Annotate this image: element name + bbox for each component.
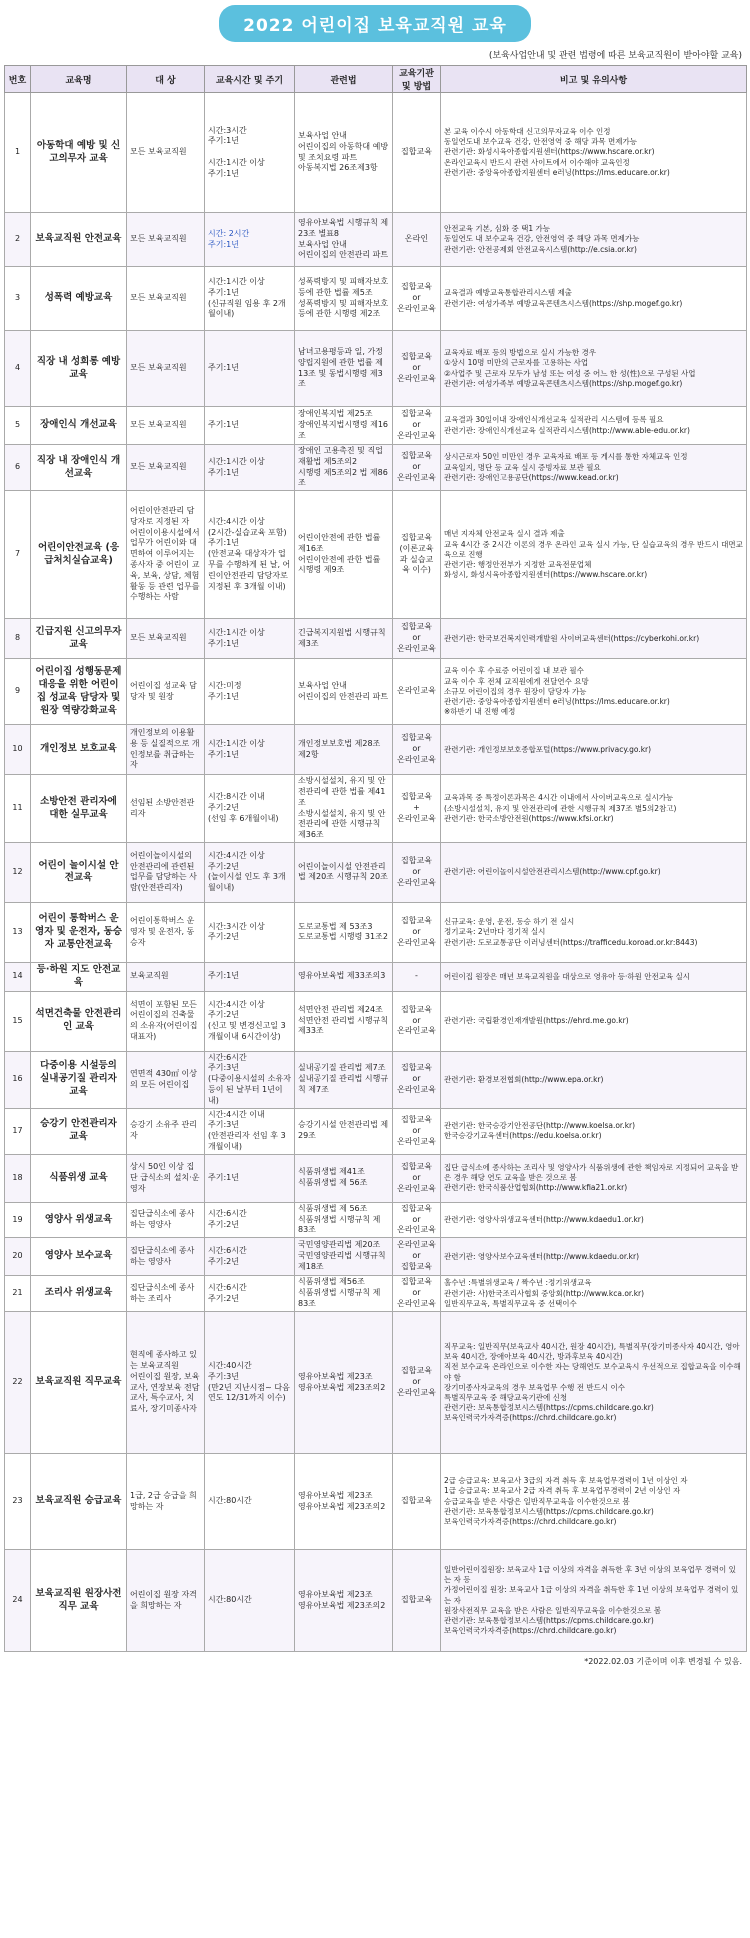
cell-name: 직장 내 성희롱 예방교육 xyxy=(31,331,127,407)
table-row xyxy=(5,1154,747,1202)
column-header: 번호 xyxy=(5,66,31,93)
cell-method: 집합교육 + 온라인교육 xyxy=(393,775,441,843)
cell-law: 석면안전 관리법 제24조 석면안전 관리법 시행규칙 제33조 xyxy=(295,991,393,1051)
cell-time: 시간:6시간 주기:2년 xyxy=(205,1202,295,1237)
cell-time: 주기:1년 xyxy=(205,331,295,407)
cell-num: 10 xyxy=(5,725,31,775)
cell-method: 집합교육 or 온라인교육 xyxy=(393,1108,441,1154)
cell-time: 시간:1시간 이상 주기:1년 xyxy=(205,619,295,659)
cell-time: 시간:3시간 이상 주기:2년 xyxy=(205,902,295,962)
cell-target: 모든 보육교직원 xyxy=(127,213,205,267)
table-row xyxy=(5,619,747,659)
cell-time: 주기:1년 xyxy=(205,1154,295,1202)
cell-num: 11 xyxy=(5,775,31,843)
cell-law: 식품위생법 제56조 식품위생법 시행규칙 제 83조 xyxy=(295,1276,393,1312)
cell-num: 17 xyxy=(5,1108,31,1154)
cell-method: 집합교육 or 온라인교육 xyxy=(393,725,441,775)
cell-target: 어린이놀이시설의 안전관리에 관련된 업무를 담당하는 사람(안전관리자) xyxy=(127,842,205,902)
cell-method: 집합교육 or 온라인교육 xyxy=(393,1312,441,1454)
cell-method: 집합교육 xyxy=(393,1454,441,1550)
cell-law: 남녀고용평등과 일, 가정 양립지원에 관한 법률 제13조 및 동법시행령 제3조 xyxy=(295,331,393,407)
cell-time: 시간:1시간 이상 주기:1년 xyxy=(205,725,295,775)
page-title: 2022 어린이집 보육교직원 교육 xyxy=(219,5,531,42)
cell-law: 도로교통법 제 53조3 도로교통법 시행령 31조2 xyxy=(295,902,393,962)
table-row xyxy=(5,1454,747,1550)
cell-notes: 교육자료 배포 등의 방법으로 실시 가능한 경우 ①상시 10명 미만의 근로자를 고용하는 사업 ②사업주 및 근로자 모두가 남성 또는 여성 중 어느 한 성(性)으로 구성된 사업 관련기관: 여성가족부 예방교육콘텐츠시스템(https://shp.mogef.go.kr) xyxy=(441,331,747,407)
cell-method: 온라인교육 or 집합교육 xyxy=(393,1238,441,1276)
table-row xyxy=(5,213,747,267)
cell-time: 시간:4시간 이상 (2시간-실습교육 포함) 주기:1년 (안전교육 대상자가 업무를 수행하게 된 날, 어린이안전관리 담당자로 지정된 후 3개월 이내) xyxy=(205,491,295,619)
cell-notes: 관련기관: 국립환경인재개발원(https://ehrd.me.go.kr) xyxy=(441,991,747,1051)
cell-name: 어린이 통학버스 운영자 및 운전자, 동승자 교통안전교육 xyxy=(31,902,127,962)
footer-note: *2022.02.03 기준이며 이후 변경될 수 있음. xyxy=(584,1657,742,1667)
table-row xyxy=(5,991,747,1051)
column-header: 관련법 xyxy=(295,66,393,93)
cell-method: 집합교육 or 온라인교육 xyxy=(393,267,441,331)
cell-notes: 상시근로자 50인 미만인 경우 교육자료 배포 등 게시를 통한 자체교육 인정 교육일지, 명단 등 교육 실시 증빙자료 보관 필요 관련기관: 장애인고용공단(https://www.kead.or.kr) xyxy=(441,445,747,491)
cell-target: 현직에 종사하고 있는 보육교직원 어린이집 원장, 보육교사, 연장보육 전담교사, 특수교사, 치료사, 장기미종사자 xyxy=(127,1312,205,1454)
cell-time: 시간:1시간 이상 주기:1년 (신규직원 임용 후 2개월이내) xyxy=(205,267,295,331)
cell-law: 어린이안전에 관한 법률 제16조 어린이안전에 관한 법률 시행령 제9조 xyxy=(295,491,393,619)
cell-method: 집합교육 or 온라인교육 xyxy=(393,619,441,659)
cell-time: 시간:4시간 이상 주기:2년 (놀이시설 인도 후 3개월이내) xyxy=(205,842,295,902)
cell-notes: 교육결과 30일이내 장애인식개선교육 실적관리 시스템에 등록 필요 관련기관: 장애인식개선교육 실적관리시스템(http://www.able-edu.or.kr) xyxy=(441,407,747,445)
cell-name: 어린이 놀이시설 안전교육 xyxy=(31,842,127,902)
table-row xyxy=(5,1202,747,1237)
table-body xyxy=(5,93,747,1652)
cell-num: 6 xyxy=(5,445,31,491)
cell-time: 주기:1년 xyxy=(205,962,295,991)
cell-name: 보육교직원 승급교육 xyxy=(31,1454,127,1550)
cell-name: 어린이집 성행동문제 대응을 위한 어린이집 성교육 담당자 및 원장 역량강화교육 xyxy=(31,659,127,725)
cell-name: 승강기 안전관리자 교육 xyxy=(31,1108,127,1154)
cell-law: 영유아보육법 제23조 영유아보육법 제23조의2 xyxy=(295,1454,393,1550)
column-header: 교육명 xyxy=(31,66,127,93)
table-row xyxy=(5,1238,747,1276)
cell-time: 시간:3시간 주기:1년 시간:1시간 이상 주기:1년 xyxy=(205,93,295,213)
cell-name: 개인정보 보호교육 xyxy=(31,725,127,775)
cell-time: 시간:80시간 xyxy=(205,1454,295,1550)
cell-notes: 어린이집 원장은 매년 보육교직원을 대상으로 영유아 등·하원 안전교육 실시 xyxy=(441,962,747,991)
table-row xyxy=(5,93,747,213)
cell-notes: 홀수년 :특별위생교육 / 짝수년 :정기위생교육 관련기관: 사)한국조리사협회 중앙회(http://www.kca.or.kr) 일반직무교육, 특별직무교육 중 선택이수 xyxy=(441,1276,747,1312)
cell-law: 승강기시설 안전관리법 제29조 xyxy=(295,1108,393,1154)
table-row xyxy=(5,1550,747,1652)
cell-method: 집합교육 or 온라인교육 xyxy=(393,1154,441,1202)
table-row xyxy=(5,491,747,619)
cell-num: 19 xyxy=(5,1202,31,1237)
cell-law: 보육사업 안내 어린이집의 안전관리 파트 xyxy=(295,659,393,725)
cell-name: 식품위생 교육 xyxy=(31,1154,127,1202)
subtitle-note: (보육사업안내 및 관련 법령에 따른 보육교직원이 받아야할 교육) xyxy=(488,51,742,61)
cell-num: 3 xyxy=(5,267,31,331)
cell-name: 조리사 위생교육 xyxy=(31,1276,127,1312)
cell-notes: 집단 급식소에 종사하는 조리사 및 영양사가 식품위생에 관한 책임자로 지정되어 교육을 받은 경우 해당 연도 교육을 받은 것으로 봄 관련기관: 한국식품산업협회(http://www.kfia21.or.kr) xyxy=(441,1154,747,1202)
cell-notes: 관련기관: 개인정보보호종합포털(https://www.privacy.go.kr) xyxy=(441,725,747,775)
cell-law: 영유아보육법 제23조 영유아보육법 제23조의2 xyxy=(295,1550,393,1652)
cell-target: 어린이집 원장 자격을 희망하는 자 xyxy=(127,1550,205,1652)
cell-time: 시간:6시간 주기:2년 xyxy=(205,1276,295,1312)
cell-law: 식품위생법 제41조 식품위생법 제 56조 xyxy=(295,1154,393,1202)
title-area xyxy=(0,0,750,46)
cell-notes: 일반어린이집원장: 보육교사 1급 이상의 자격을 취득한 후 3년 이상의 보육업무 경력이 있는 자 등 가정어린이집 원장: 보육교사 1급 이상의 자격을 취득한 후 1년 이상의 보육업무 경력이 있는 자 원장사전직무 교육을 받은 사람은 일반직무교육을 이수한것으로 봄 관련기관: 보육통합정보시스템(https://cpms.childcare.go.kr) 보육인력국가자격증(https://chrd.childcare.go.kr) xyxy=(441,1550,747,1652)
cell-target: 모든 보육교직원 xyxy=(127,407,205,445)
cell-notes: 신규교육: 운영, 운전, 동승 하기 전 실시 정기교육: 2년마다 정기적 실시 관련기관: 도로교통공단 이러닝센터(https://trafficedu.koroad.or.kr:8443) xyxy=(441,902,747,962)
cell-target: 연면적 430㎡ 이상의 모든 어린이집 xyxy=(127,1051,205,1108)
cell-time: 시간:80시간 xyxy=(205,1550,295,1652)
cell-target: 모든 보육교직원 xyxy=(127,445,205,491)
table-row xyxy=(5,1312,747,1454)
cell-target: 모든 보육교직원 xyxy=(127,331,205,407)
cell-num: 24 xyxy=(5,1550,31,1652)
table-row xyxy=(5,1108,747,1154)
table-row xyxy=(5,902,747,962)
cell-notes: 매년 지자체 안전교육 실시 결과 제출 교육 4시간 중 2시간 이론의 경우 온라인 교육 실시 가능, 단 실습교육의 경우 반드시 대면교육으로 진행 관련기관: 행정안전부가 지정한 교육전문업체 화성시, 화성시육아종합지원센터(https://www.hscare.or.kr) xyxy=(441,491,747,619)
cell-name: 등·하원 지도 안전교육 xyxy=(31,962,127,991)
cell-law: 소방시설설치, 유지 및 안전관리에 관한 법률 제41조 소방시설설치, 유지 및 안전관리에 관한 시행규칙 제36조 xyxy=(295,775,393,843)
cell-target: 모든 보육교직원 xyxy=(127,93,205,213)
cell-target: 집단급식소에 종사하는 영양사 xyxy=(127,1202,205,1237)
cell-target: 1급, 2급 승급을 희망하는 자 xyxy=(127,1454,205,1550)
cell-method: 집합교육 xyxy=(393,93,441,213)
cell-law: 성폭력방지 및 피해자보호등에 관한 법률 제5조 성폭력방지 및 피해자보호등에 관한 시행령 제2조 xyxy=(295,267,393,331)
cell-time: 시간:8시간 이내 주기:2년 (선임 후 6개월이내) xyxy=(205,775,295,843)
cell-law: 영유아보육법 제23조 영유아보육법 제23조의2 xyxy=(295,1312,393,1454)
cell-name: 보육교직원 안전교육 xyxy=(31,213,127,267)
cell-name: 아동학대 예방 및 신고의무자 교육 xyxy=(31,93,127,213)
cell-num: 22 xyxy=(5,1312,31,1454)
cell-notes: 직무교육: 일반직무(보육교사 40시간, 원장 40시간), 특별직무(장기미종사자 40시간, 영아보육 40시간, 장애아보육 40시간, 방과후보육 40시간) 직전 보수교육 온라인으로 이수한 자는 당해연도 보수교육시 우선적으로 집합교육을 이수해야 함 장기미종사자교육의 경우 보육업무 수행 전 반드시 이수 특별직무교육 중 해당교육기관에 신청 관련기관: 보육통합정보시스템(https://cpms.childcare.go.kr) 보육인력국가자격증(https://chrd.childcare.go.kr) xyxy=(441,1312,747,1454)
cell-target: 모든 보육교직원 xyxy=(127,619,205,659)
cell-method: 집합교육 or 온라인교육 xyxy=(393,902,441,962)
cell-num: 1 xyxy=(5,93,31,213)
cell-name: 석면건축물 안전관리인 교육 xyxy=(31,991,127,1051)
cell-time: 시간:미정 주기:1년 xyxy=(205,659,295,725)
cell-name: 다중이용 시설등의 실내공기질 관리자 교육 xyxy=(31,1051,127,1108)
cell-law: 영유아보육법 시행규칙 제23조 별표8 보육사업 안내 어린이집의 안전관리 파트 xyxy=(295,213,393,267)
cell-law: 국민영양관리법 제20조 국민영양관리법 시행규칙 제18조 xyxy=(295,1238,393,1276)
column-header: 대 상 xyxy=(127,66,205,93)
cell-notes: 관련기관: 영양사보수교육센터(http://www.kdaedu.or.kr) xyxy=(441,1238,747,1276)
cell-method: 집합교육 xyxy=(393,1550,441,1652)
cell-target: 승강기 소유주 관리자 xyxy=(127,1108,205,1154)
cell-num: 7 xyxy=(5,491,31,619)
table-row xyxy=(5,1276,747,1312)
cell-method: - xyxy=(393,962,441,991)
cell-notes: 교육 이수 후 수료증 어린이집 내 보관 필수 교육 이수 후 전체 교직원에게 전달연수 요망 소규모 어린이집의 경우 원장이 담당자 가능 관련기관: 중앙육아종합지원센터 e러닝(https://lms.educare.or.kr) ※하반기 내 진행 예정 xyxy=(441,659,747,725)
table-row xyxy=(5,1051,747,1108)
cell-notes: 2급 승급교육: 보육교사 3급의 자격 취득 후 보육업무경력이 1년 이상인 자 1급 승급교육: 보육교사 2급 자격 취득 후 보육업무경력이 2년 이상인 자 승급교육을 받은 사람은 일반직무교육을 이수한것으로 봄 관련기관: 보육통합정보시스템(https://cpms.childcare.go.kr) 보육인력국가자격증(https://chrd.childcare.go.kr) xyxy=(441,1454,747,1550)
cell-num: 5 xyxy=(5,407,31,445)
cell-target: 어린이통학버스 운영자 및 운전자, 동승자 xyxy=(127,902,205,962)
cell-num: 18 xyxy=(5,1154,31,1202)
cell-method: 온라인 xyxy=(393,213,441,267)
cell-num: 14 xyxy=(5,962,31,991)
cell-name: 장애인식 개선교육 xyxy=(31,407,127,445)
cell-target: 어린이안전관리 담당자로 지정된 자 어린이이용시설에서 업무가 어린이와 대면하여 이루어지는 종사자 중 어린이 교육, 보육, 상담, 체험활동 등 관련 업무를 수행하는 사람 xyxy=(127,491,205,619)
cell-method: 집합교육 or 온라인교육 xyxy=(393,407,441,445)
cell-method: 집합교육 or 온라인교육 xyxy=(393,1276,441,1312)
cell-target: 개인정보의 이용활용 등 실질적으로 개인정보를 취급하는 자 xyxy=(127,725,205,775)
cell-law: 영유아보육법 제33조의3 xyxy=(295,962,393,991)
cell-law: 어린이놀이시설 안전관리법 제20조 시행규칙 20조 xyxy=(295,842,393,902)
cell-law: 보육사업 안내 어린이집의 아동학대 예방 및 조치요령 파트 아동복지법 26조제3항 xyxy=(295,93,393,213)
table-row xyxy=(5,331,747,407)
cell-name: 보육교직원 직무교육 xyxy=(31,1312,127,1454)
cell-method: 집합교육 or 온라인교육 xyxy=(393,331,441,407)
cell-num: 8 xyxy=(5,619,31,659)
table-row xyxy=(5,267,747,331)
cell-method: 집합교육 or 온라인교육 xyxy=(393,445,441,491)
cell-law: 장애인 고용촉진 및 직업재활법 제5조의2 시행령 제5조의2 법 제86조 xyxy=(295,445,393,491)
table-row xyxy=(5,775,747,843)
cell-target: 보육교직원 xyxy=(127,962,205,991)
cell-notes: 관련기관: 어린이놀이시설안전관리시스템(http://www.cpf.go.kr) xyxy=(441,842,747,902)
cell-num: 23 xyxy=(5,1454,31,1550)
cell-num: 20 xyxy=(5,1238,31,1276)
cell-notes: 관련기관: 영양사위생교육센터(http://www.kdaedu1.or.kr) xyxy=(441,1202,747,1237)
table-header-row xyxy=(5,66,747,93)
cell-notes: 관련기관: 한국승강기안전공단(http://www.koelsa.or.kr) 한국승강기교육센터(https://edu.koelsa.or.kr) xyxy=(441,1108,747,1154)
cell-time: 시간:40시간 주기:3년 (만2년 지난시점~ 다음연도 12/31까지 이수) xyxy=(205,1312,295,1454)
cell-law: 개인정보보호법 제28조 제2항 xyxy=(295,725,393,775)
table-row xyxy=(5,445,747,491)
cell-name: 영양사 보수교육 xyxy=(31,1238,127,1276)
cell-law: 식품위생법 제 56조 식품위생법 시행규칙 제 83조 xyxy=(295,1202,393,1237)
cell-method: 온라인교육 xyxy=(393,659,441,725)
cell-method: 집합교육 or 온라인교육 xyxy=(393,991,441,1051)
cell-num: 12 xyxy=(5,842,31,902)
cell-name: 어린이안전교육 (응급처치실습교육) xyxy=(31,491,127,619)
education-table xyxy=(4,65,747,1652)
cell-name: 긴급지원 신고의무자교육 xyxy=(31,619,127,659)
cell-target: 상시 50인 이상 집단 급식소의 설치·운영자 xyxy=(127,1154,205,1202)
table-row xyxy=(5,407,747,445)
cell-name: 영양사 위생교육 xyxy=(31,1202,127,1237)
cell-method: 집합교육 (이론교육과 실습교육 이수) xyxy=(393,491,441,619)
cell-target: 집단급식소에 종사하는 조리사 xyxy=(127,1276,205,1312)
cell-method: 집합교육 or 온라인교육 xyxy=(393,1202,441,1237)
cell-law: 장애인복지법 제25조 장애인복지법시행령 제16조 xyxy=(295,407,393,445)
cell-num: 15 xyxy=(5,991,31,1051)
cell-law: 긴급복지지원법 시행규칙 제3조 xyxy=(295,619,393,659)
cell-target: 석면이 포함된 모든 어린이집의 건축물의 소유자(어린이집 대표자) xyxy=(127,991,205,1051)
cell-name: 보육교직원 원장사전직무 교육 xyxy=(31,1550,127,1652)
column-header: 교육기관 및 방법 xyxy=(393,66,441,93)
cell-target: 어린이집 성교육 담당자 및 원장 xyxy=(127,659,205,725)
cell-notes: 안전교육 기본, 심화 중 택1 가능 동일연도 내 보수교육 건강, 안전영역 중 해당 과목 면제가능 관련기관: 안전공제회 안전교육시스템(http://e.csia.or.kr) xyxy=(441,213,747,267)
cell-time: 시간:1시간 이상 주기:1년 xyxy=(205,445,295,491)
cell-method: 집합교육 or 온라인교육 xyxy=(393,1051,441,1108)
cell-notes: 관련기관: 한국보건복지인력개발원 사이버교육센터(https://cyberkohi.or.kr) xyxy=(441,619,747,659)
column-header: 교육시간 및 주기 xyxy=(205,66,295,93)
cell-target: 집단급식소에 종사하는 영양사 xyxy=(127,1238,205,1276)
cell-time: 시간: 2시간 주기:1년 xyxy=(205,213,295,267)
cell-notes: 관련기관: 환경보전협회(http://www.epa.or.kr) xyxy=(441,1051,747,1108)
table-row xyxy=(5,842,747,902)
cell-notes: 본 교육 이수시 아동학대 신고의무자교육 이수 인정 동일연도내 보수교육 건강, 안전영역 중 해당 과목 면제가능 관련기관: 화성시육아종합지원센터(https://www.hscare.or.kr) 온라인교육시 반드시 관련 사이트에서 이수해야 교육인정 관련기관: 중앙육아종합지원센터 e러닝(https://lms.educare.or.kr) xyxy=(441,93,747,213)
cell-time: 주기:1년 xyxy=(205,407,295,445)
cell-target: 선임된 소방안전관리자 xyxy=(127,775,205,843)
cell-notes: 교육과목 중 특정이론과목은 4시간 이내에서 사이버교육으로 실시가능 (소방시설설치, 유지 및 안전관리에 관한 시행규칙 제37조 별5의2참고) 관련기관: 한국소방안전원(https://www.kfsi.or.kr) xyxy=(441,775,747,843)
cell-target: 모든 보육교직원 xyxy=(127,267,205,331)
cell-time: 시간:6시간 주기:2년 xyxy=(205,1238,295,1276)
cell-time: 시간:4시간 이상 주기:2년 (신고 및 변경신고일 3개월이내 6시간이상) xyxy=(205,991,295,1051)
cell-num: 9 xyxy=(5,659,31,725)
cell-num: 4 xyxy=(5,331,31,407)
cell-num: 21 xyxy=(5,1276,31,1312)
cell-time: 시간:6시간 주기:3년 (다중이용시설의 소유자등이 된 날부터 1년이내) xyxy=(205,1051,295,1108)
cell-name: 소방안전 관리자에 대한 실무교육 xyxy=(31,775,127,843)
table-row xyxy=(5,659,747,725)
table-row xyxy=(5,725,747,775)
cell-time: 시간:4시간 이내 주기:3년 (안전관리자 선임 후 3개월이내) xyxy=(205,1108,295,1154)
cell-method: 집합교육 or 온라인교육 xyxy=(393,842,441,902)
cell-name: 성폭력 예방교육 xyxy=(31,267,127,331)
table-row xyxy=(5,962,747,991)
cell-name: 직장 내 장애인식 개선교육 xyxy=(31,445,127,491)
cell-num: 13 xyxy=(5,902,31,962)
column-header: 비고 및 유의사항 xyxy=(441,66,747,93)
cell-notes: 교육결과 예방교육통합관리시스템 제출 관련기관: 여성가족부 예방교육콘텐츠시스템(https://shp.mogef.go.kr) xyxy=(441,267,747,331)
cell-num: 16 xyxy=(5,1051,31,1108)
cell-law: 실내공기질 관리법 제7조 실내공기질 관리법 시행규칙 제7조 xyxy=(295,1051,393,1108)
cell-num: 2 xyxy=(5,213,31,267)
